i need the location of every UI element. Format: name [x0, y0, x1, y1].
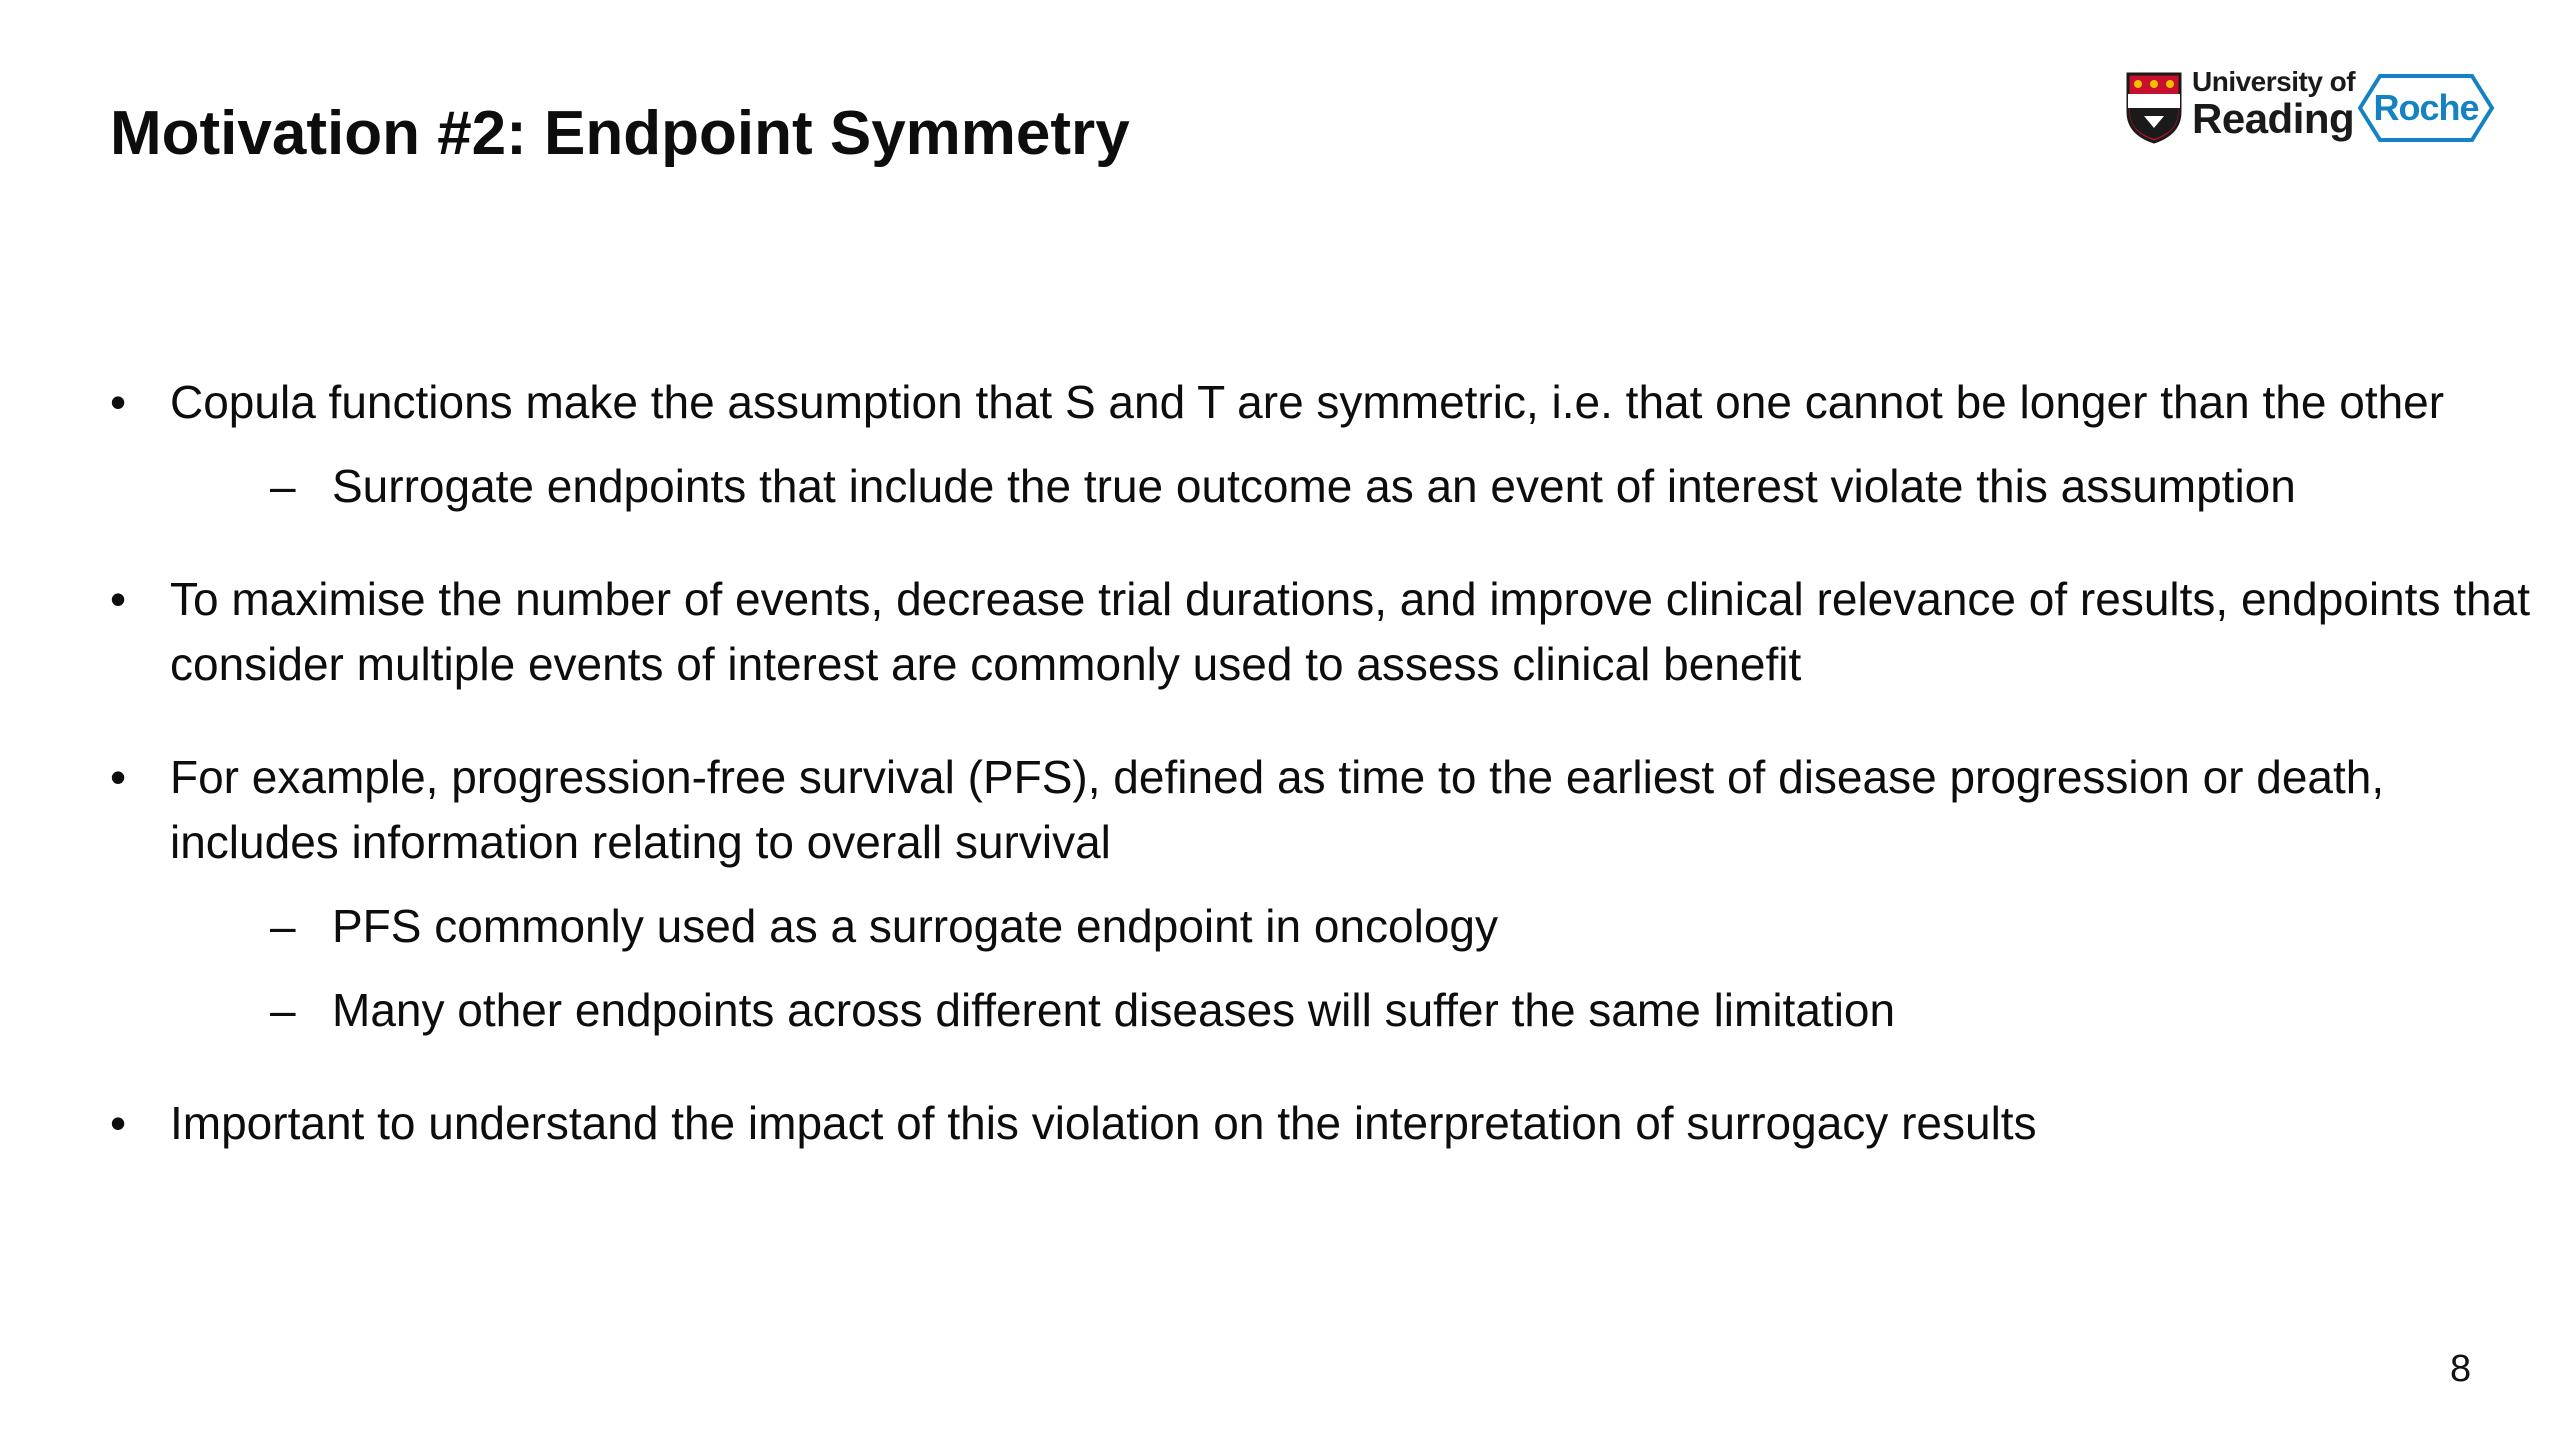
bullet-text: Copula functions make the assumption that S and T are symmetric, i.e. that one cannot be longer than the other [170, 376, 2445, 428]
roche-logo [2356, 72, 2496, 144]
bullet-marker: • [110, 1097, 127, 1149]
bullet-text: To maximise the number of events, decrease trial durations, and improve clinical relevance of results, endpoints that consider multiple events of interest are commonly used to assess clinical benefit [170, 573, 2530, 690]
page-number: 8 [2450, 1348, 2472, 1390]
university-logo-top: University of [2192, 66, 2356, 97]
university-shield-icon [2126, 72, 2182, 144]
bullet-item [110, 745, 2530, 1043]
roche-logo-text: Roche [2373, 87, 2479, 128]
sub-bullet-marker: – [270, 900, 296, 952]
bullet-list [110, 370, 2530, 1204]
bullet-item [110, 1091, 2530, 1156]
logo-group [2120, 62, 2500, 162]
university-logo-bottom: Reading [2192, 95, 2355, 142]
bullet-item [110, 370, 2530, 519]
sub-bullet-item [170, 978, 2530, 1043]
bullet-marker: • [110, 751, 127, 803]
bullet-item [110, 567, 2530, 697]
sub-bullet-text: PFS commonly used as a surrogate endpoint in oncology [332, 900, 1498, 952]
bullet-text: For example, progression-free survival (PFS), defined as time to the earliest of disease progression or death, includes information relating to overall survival [170, 751, 2385, 868]
bullet-text: Important to understand the impact of this violation on the interpretation of surrogacy results [170, 1097, 2037, 1149]
slide-title: Motivation #2: Endpoint Symmetry [110, 99, 1130, 168]
sub-bullet-marker: – [270, 460, 296, 512]
bullet-marker: • [110, 376, 127, 428]
university-of-reading-logo [2192, 68, 2355, 140]
sub-bullet-item [170, 894, 2530, 959]
bullet-marker: • [110, 573, 127, 625]
sub-bullet-marker: – [270, 984, 296, 1036]
sub-bullet-text: Surrogate endpoints that include the true outcome as an event of interest violate this assumption [332, 460, 2296, 512]
sub-bullet-text: Many other endpoints across different diseases will suffer the same limitation [332, 984, 1896, 1036]
sub-bullet-item [170, 454, 2530, 519]
